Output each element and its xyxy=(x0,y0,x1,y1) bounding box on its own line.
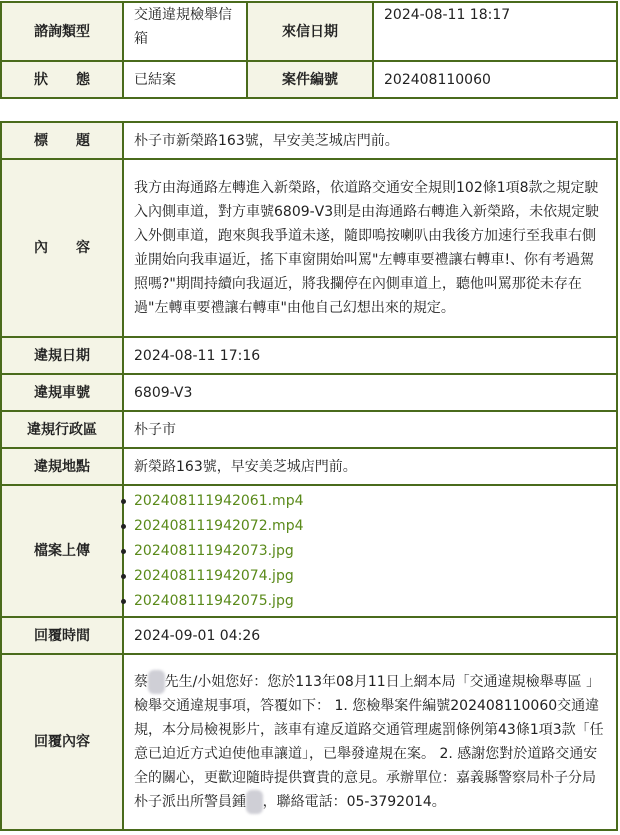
date-label: 來信日期 xyxy=(247,2,373,61)
file-link[interactable]: 202408111942072.mp4 xyxy=(134,517,304,534)
status-value: 已結案 xyxy=(123,61,247,98)
subject-value: 朴子市新榮路163號，早安美芝城店門前。 xyxy=(123,122,617,159)
upload-files xyxy=(123,485,617,617)
file-item[interactable] xyxy=(134,589,606,614)
content-label: 內 容 xyxy=(1,159,123,337)
upload-label: 檔案上傳 xyxy=(1,485,123,617)
reply-time-value: 2024-09-01 04:26 xyxy=(123,617,617,654)
type-label: 諮詢類型 xyxy=(1,2,123,61)
case-no-value: 202408110060 xyxy=(373,61,617,98)
case-meta-table xyxy=(0,1,618,99)
subject-label: 標 題 xyxy=(1,122,123,159)
violation-date-label: 違規日期 xyxy=(1,337,123,374)
case-no-label: 案件編號 xyxy=(247,61,373,98)
bullet-icon xyxy=(121,549,126,554)
plate-value: 6809-V3 xyxy=(123,374,617,411)
reply-label: 回覆內容 xyxy=(1,654,123,830)
reply-time-label: 回覆時間 xyxy=(1,617,123,654)
location-label: 違規地點 xyxy=(1,448,123,485)
reply-tail: ，聯絡電話：05-3792014。 xyxy=(262,794,446,810)
redacted-name xyxy=(148,670,165,694)
file-link[interactable]: 202408111942073.jpg xyxy=(134,542,294,559)
bullet-icon xyxy=(121,599,126,604)
file-link[interactable]: 202408111942061.mp4 xyxy=(134,492,304,509)
redacted-name xyxy=(246,790,263,814)
bullet-icon xyxy=(121,574,126,579)
file-item[interactable] xyxy=(134,539,606,564)
status-label: 狀 態 xyxy=(1,61,123,98)
bullet-icon xyxy=(121,524,126,529)
file-item[interactable] xyxy=(134,489,606,514)
location-value: 新榮路163號，早安美芝城店門前。 xyxy=(123,448,617,485)
bullet-icon xyxy=(121,499,126,504)
file-link[interactable]: 202408111942074.jpg xyxy=(134,567,294,584)
content-value: 我方由海通路左轉進入新榮路，依道路交通安全規則102條1項8款之規定駛入內側車道，對方車號6809-V3則是由海通路右轉進入新榮路，未依規定駛入外側車道，跑來與我爭道未遂，隨即鳴按喇叭由我後方加速行至我車右側並開始向我車逼近，搖下車窗開始叫罵"左轉車要禮讓右轉車!、你有考過駕照嗎?"期間持續向我逼近，將我攔停在內側車道上，聽他叫罵那從未存在過"左轉車要禮讓右轉車"由他自己幻想出來的規定。 xyxy=(123,159,617,337)
file-item[interactable] xyxy=(134,514,606,539)
violation-date-value: 2024-08-11 17:16 xyxy=(123,337,617,374)
plate-label: 違規車號 xyxy=(1,374,123,411)
reply-body: 先生/小姐您好：您於113年08月11日上網本局「交通違規檢舉專區 」檢舉交通違規事項，答覆如下： 1. 您檢舉案件編號202408110060交通違規，本分局檢視影片，該車有違反道路交通管理處罰條例第43條1項3款「任意已迫近方式迫使他車讓道」，已舉發違規在案。 2. 感謝您對於道路交通安全的關心，更歡迎隨時提供寶貴的意見。承辦單位：嘉義縣警察局朴子分局朴子派出所警員鍾 xyxy=(134,674,604,810)
date-value: 2024-08-11 18:17 xyxy=(373,2,617,61)
district-label: 違規行政區 xyxy=(1,411,123,448)
file-link[interactable]: 202408111942075.jpg xyxy=(134,592,294,609)
file-list xyxy=(134,489,606,614)
district-value: 朴子市 xyxy=(123,411,617,448)
reply-value xyxy=(123,654,617,830)
type-value: 交通違規檢舉信箱 xyxy=(123,2,247,61)
reply-lead: 蔡 xyxy=(134,674,148,690)
file-item[interactable] xyxy=(134,564,606,589)
case-detail-table xyxy=(0,121,618,831)
